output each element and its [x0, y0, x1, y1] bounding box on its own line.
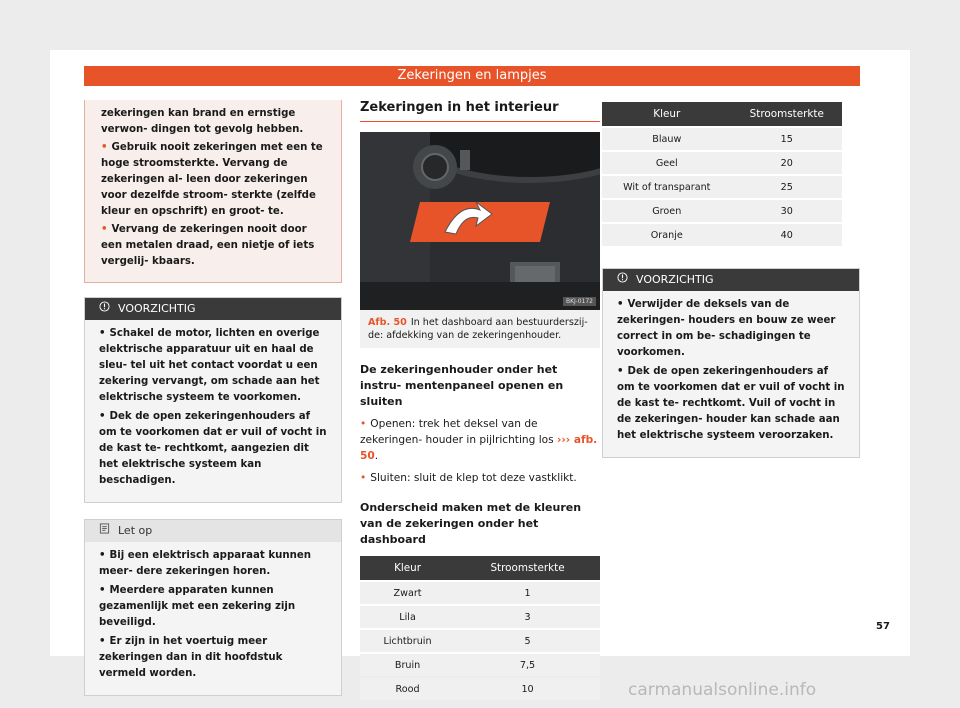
- note-item-1: • Bij een elektrisch apparaat kunnen meer- dere zekeringen horen.: [99, 548, 331, 580]
- caution-box-2: [602, 268, 860, 458]
- page-number: 57: [876, 621, 890, 632]
- column-left: [84, 100, 342, 696]
- table-heading: Onderscheid maken met de kleuren van de zekeringen onder het dashboard: [360, 501, 582, 546]
- caution-item-1: • Schakel de motor, lichten en overige elektrische apparatuur uit en haal de sleu- tel uit het contact voordat u een zekering vervangt, om schade aan het elektrische systeem te voorkomen.: [99, 326, 331, 406]
- fuse-table-2: [602, 100, 842, 248]
- table-row: Lila 3: [360, 606, 600, 628]
- figure-code: BKJ-0172: [563, 297, 596, 306]
- table-row: Lichtbruin 5: [360, 630, 600, 652]
- caution-item-2: • Dek de open zekeringenhouders af om te voorkomen dat er vuil of vocht in de kast te- rechtkomt. Vuil of vocht in de zekeringen- houder kan schade aan het elektrische systeem veroorzaken.: [617, 364, 849, 444]
- caption-text: In het dashboard aan bestuurderszij- de: afdekking van de zekeringenhouder.: [368, 317, 588, 341]
- info-circle-icon: [99, 298, 110, 320]
- column-middle: [342, 100, 600, 702]
- column-right: [602, 100, 860, 458]
- warning-text-2: • Gebruik nooit zekeringen met een te hoge stroomsterkte. Vervang de zekeringen al- leen door zekeringen voor dezelfde stroom- sterkte (zelfde kleur en opschrift) en groot- te.: [101, 140, 331, 220]
- table-row: Blauw 15: [602, 128, 842, 150]
- note-item-2: • Meerdere apparaten kunnen gezamenlijk met een zekering zijn beveiligd.: [99, 583, 331, 631]
- table-row: Oranje 40: [602, 224, 842, 246]
- table-row: Bruin 7,5: [360, 654, 600, 676]
- watermark: carmanualsonline.info: [628, 680, 817, 700]
- warning-text-1: zekeringen kan brand en ernstige verwon- dingen tot gevolg hebben.: [101, 108, 304, 135]
- caution-item-2: • Dek de open zekeringenhouders af om te voorkomen dat er vuil of vocht in de kast te- rechtkomt, aangezien dit het elektrische systeem kan beschadigen.: [99, 409, 331, 489]
- table-row: Groen 30: [602, 200, 842, 222]
- dashboard-figure: [360, 132, 600, 310]
- warning-continued: [84, 100, 342, 283]
- page-header: Zekeringen en lampjes: [84, 66, 860, 86]
- note-title: Let op: [118, 524, 153, 537]
- table-row: Geel 20: [602, 152, 842, 174]
- section-title: Zekeringen in het interieur: [360, 100, 600, 122]
- table-header-amperage: Stroomsterkte: [732, 102, 842, 126]
- info-circle-icon: [617, 269, 628, 291]
- caution-title: VOORZICHTIG: [118, 302, 196, 315]
- caution-body: [85, 320, 341, 502]
- table-header-color: Kleur: [602, 102, 732, 126]
- figure-caption: [360, 310, 600, 348]
- close-instruction: • Sluiten: sluit de klep tot deze vastklikt.: [360, 470, 600, 486]
- note-body: [85, 542, 341, 695]
- caution-header: [85, 298, 341, 320]
- table-row: Wit of transparant 25: [602, 176, 842, 198]
- table-header-color: Kleur: [360, 556, 455, 580]
- figure-reference-link[interactable]: ››› afb. 50: [360, 434, 598, 462]
- caution-box: [84, 297, 342, 503]
- note-header: [85, 520, 341, 542]
- note-box: [84, 519, 342, 696]
- body-text: [360, 362, 600, 548]
- caution-title: VOORZICHTIG: [636, 273, 714, 286]
- caption-label: Afb. 50: [368, 317, 407, 328]
- caution-item-1: • Verwijder de deksels van de zekeringen- houders en bouw ze weer correct in om be- schadigingen te voorkomen.: [617, 297, 849, 361]
- caution-body: [603, 291, 859, 457]
- open-instruction: • Openen: trek het deksel van de zekeringen- houder in pijlrichting los ››› afb. 50.: [360, 416, 600, 464]
- table-row: Rood 10: [360, 678, 600, 700]
- table-header-amperage: Stroomsterkte: [455, 556, 600, 580]
- warning-text-3: • Vervang de zekeringen nooit door een metalen draad, een nietje of iets vergelij- kbaars.: [101, 222, 331, 270]
- table-row: Zwart 1: [360, 582, 600, 604]
- note-icon: [99, 520, 110, 542]
- fuse-table-1: [360, 554, 600, 702]
- note-item-3: • Er zijn in het voertuig meer zekeringen dan in dit hoofdstuk vermeld worden.: [99, 634, 331, 682]
- caution-header: [603, 269, 859, 291]
- subheading: De zekeringenhouder onder het instru- mentenpaneel openen en sluiten: [360, 363, 564, 408]
